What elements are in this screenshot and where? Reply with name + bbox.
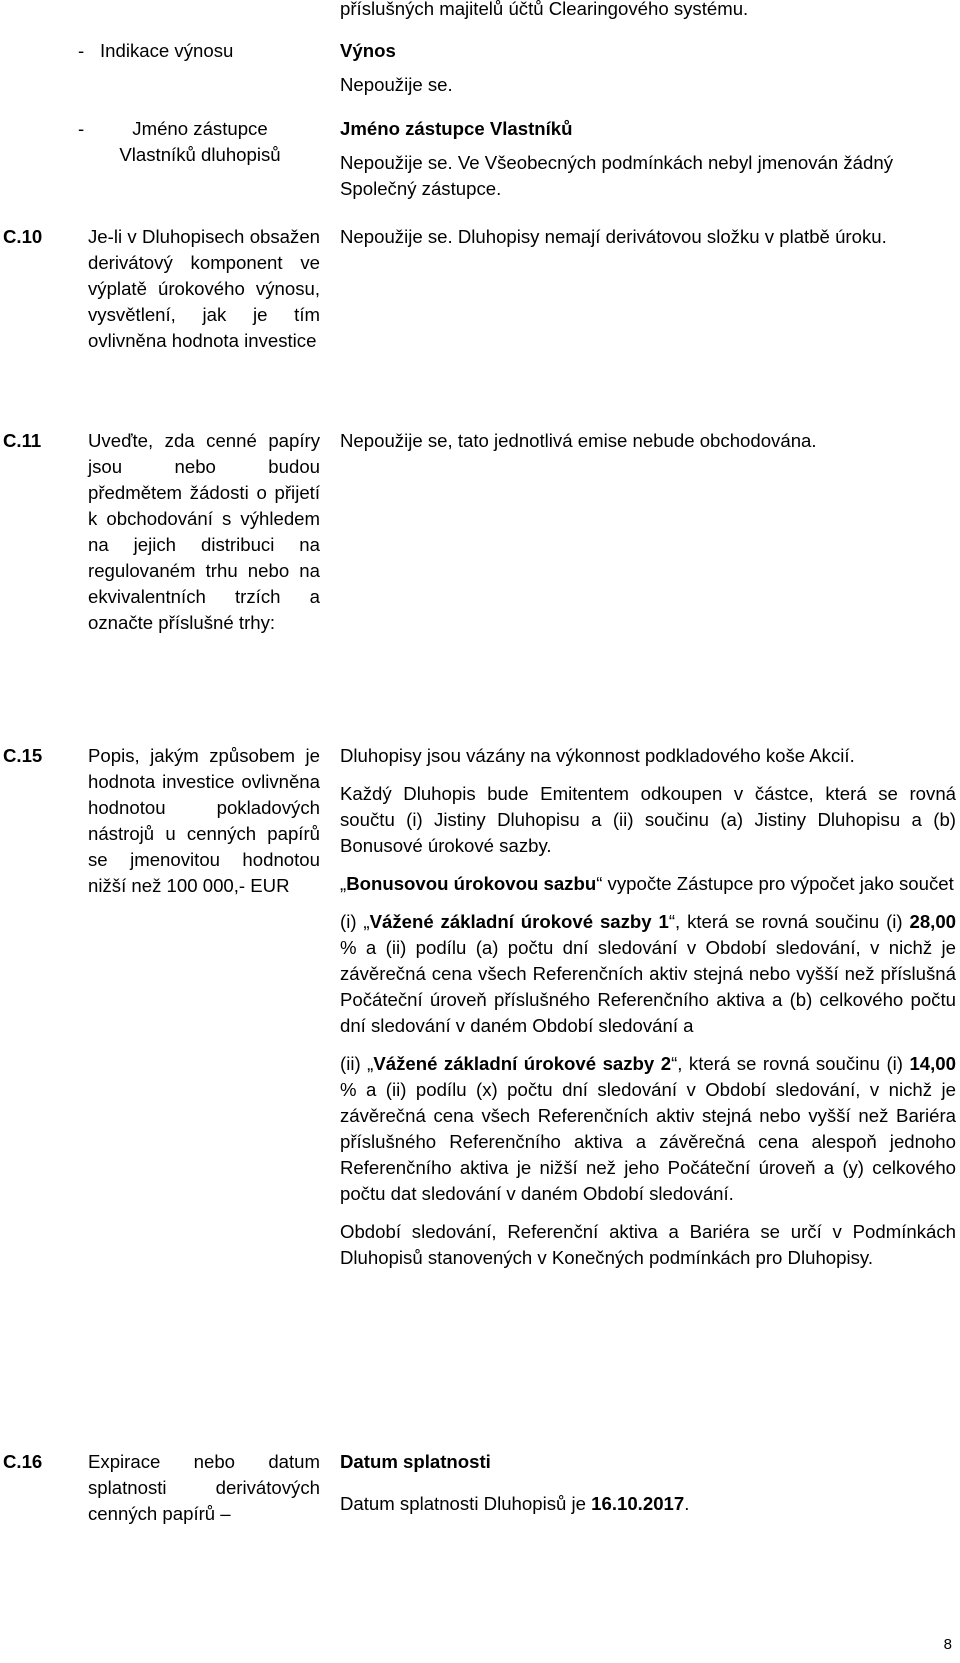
item-code: C.11: [3, 430, 42, 451]
top-line: příslušných majitelů účtů Clearingového systému.: [340, 0, 749, 19]
section-heading: Výnos: [340, 40, 396, 61]
list-item-ii: [340, 1051, 956, 1207]
item-prefix: (i) „: [340, 911, 370, 932]
section-heading: Jméno zástupce Vlastníků: [340, 118, 573, 139]
item-text: % a (ii) podílu (x) počtu dní sledování v Období sledování, v nichž je závěrečná cena všech Referenčních aktiv stejná nebo vyšší než Bariéra příslušného Referenčního aktiva a závěrečná cena alespoň jednoho Referenčního aktiva je nižší než jeho Počáteční úroveň a (y) celkového počtu dat sledování v daném Období sledování.: [340, 1079, 956, 1204]
text: Datum splatnosti Dluhopisů je: [340, 1493, 592, 1514]
section-text: Nepoužije se.: [340, 74, 453, 95]
row-content: [340, 38, 956, 98]
item-prefix: (ii) „: [340, 1053, 374, 1074]
row-label: Popis, jakým způsobem je hodnota investice ovlivněna hodnotou pokladových nástrojů u cenných papírů se jmenovitou hodnotou nižší než 100 000,- EUR: [88, 745, 320, 896]
item-text: “, která se rovná součinu (i): [668, 911, 910, 932]
section-text: Nepoužije se. Ve Všeobecných podmínkách nebyl jmenován žádný Společný zástupce.: [340, 152, 893, 199]
row-content: [340, 116, 956, 202]
row-label: Uveďte, zda cenné papíry jsou nebo budou předmětem žádosti o přijetí k obchodování s výhledem na jejich distribuci na regulovaném trhu nebo na ekvivalentních trzích a označte příslušné trhy:: [88, 430, 320, 633]
paragraph: Dluhopisy jsou vázány na výkonnost podkladového koše Akcií.: [340, 745, 855, 766]
row-content: Nepoužije se, tato jednotlivá emise nebude obchodována.: [340, 430, 817, 451]
term-bold: Vážené základní úrokové sazby 1: [369, 911, 669, 932]
paragraph: Období sledování, Referenční aktiva a Bariéra se určí v Podmínkách Dluhopisů stanovených v Konečných podmínkách pro Dluhopisy.: [340, 1221, 956, 1268]
page-number: 8: [943, 1636, 952, 1653]
rate-value: 14,00: [909, 1053, 956, 1074]
text: .: [684, 1493, 690, 1514]
row-content: [340, 1449, 956, 1517]
row-label: Jméno zástupce Vlastníků dluhopisů: [119, 118, 281, 165]
item-code: C.15: [3, 745, 43, 766]
item-text: % a (ii) podílu (a) počtu dní sledování v Období sledování, v nichž je závěrečná cena všech Referenčních aktiv stejná nebo vyšší než příslušná Počáteční úroveň příslušného Referenčního aktiva a (b) celkového počtu dní sledování v daném Období sledování a: [340, 937, 956, 1036]
paragraph-rest: “ vypočte Zástupce pro výpočet jako součet: [596, 873, 954, 894]
row-label: Indikace výnosu: [100, 40, 234, 61]
item-text: “, která se rovná součinu (i): [671, 1053, 910, 1074]
section-text: [340, 1491, 956, 1517]
rate-value: 28,00: [909, 911, 957, 932]
section-heading: Datum splatnosti: [340, 1451, 491, 1472]
paragraph: Každý Dluhopis bude Emitentem odkoupen v částce, která se rovná součtu (i) Jistiny Dluhopisu a (ii) součinu (a) Jistiny Dluhopisu a (b) Bonusové úrokové sazby.: [340, 783, 956, 856]
quote-open: „: [340, 873, 347, 894]
dash: -: [78, 40, 85, 61]
item-code: C.16: [3, 1451, 43, 1472]
list-item-i: [340, 909, 956, 1039]
paragraph: [340, 871, 956, 897]
row-label: Expirace nebo datum splatnosti derivátových cenných papírů –: [88, 1451, 320, 1524]
term-bold: Bonusovou úrokovou sazbu: [346, 873, 597, 894]
maturity-date: 16.10.2017: [591, 1493, 685, 1514]
row-content: Nepoužije se. Dluhopisy nemají derivátovou složku v platbě úroku.: [340, 226, 887, 247]
dash: -: [78, 118, 85, 139]
term-bold: Vážené základní úrokové sazby 2: [373, 1053, 672, 1074]
item-code: C.10: [3, 226, 43, 247]
row-label: Je-li v Dluhopisech obsažen derivátový komponent ve výplatě úrokového výnosu, vysvětlení, jak je tím ovlivněna hodnota investice: [88, 226, 320, 351]
row-content: [340, 743, 956, 1271]
